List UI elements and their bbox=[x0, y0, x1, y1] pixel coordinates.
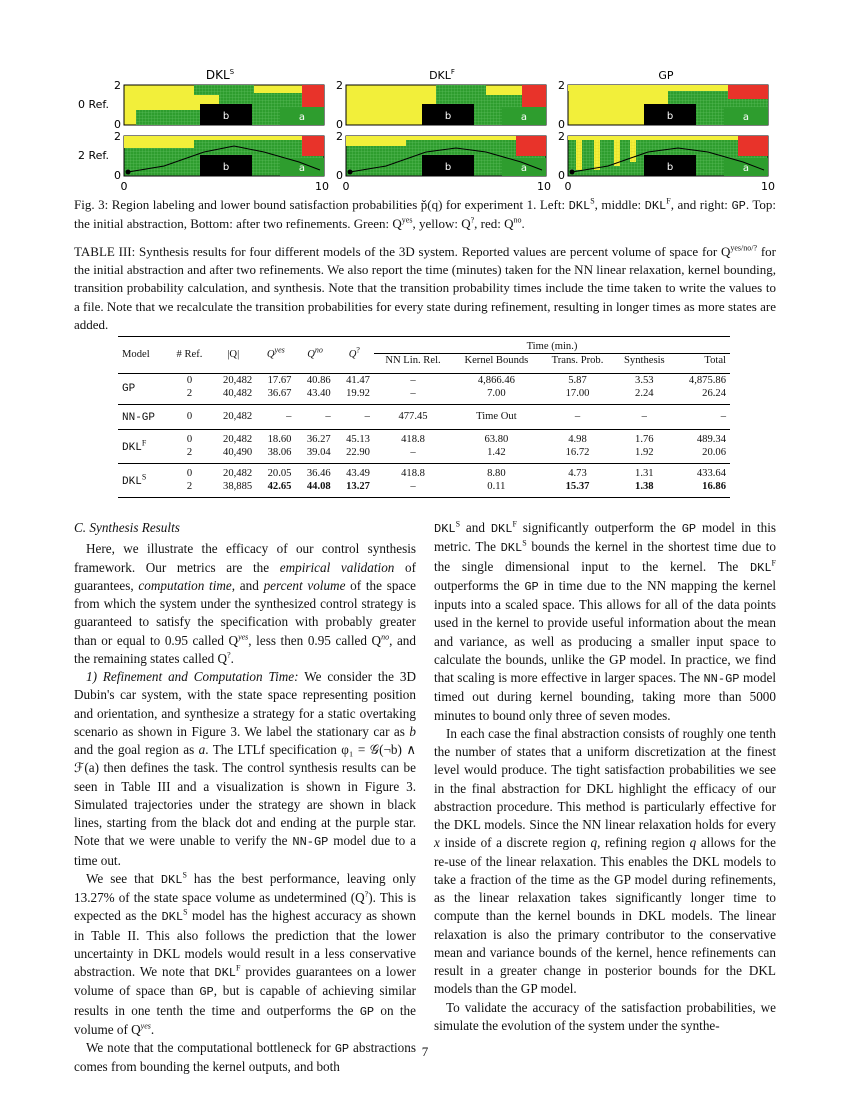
table-cell: 2.24 bbox=[635, 388, 654, 399]
table-row bbox=[118, 408, 730, 425]
table-body bbox=[118, 374, 730, 498]
table-cell: – bbox=[286, 411, 292, 422]
header-cell: $Q^{yes}$ bbox=[266, 344, 285, 360]
region-b-label: b bbox=[444, 111, 452, 122]
y-tick-top: 2 bbox=[114, 79, 121, 92]
y-tick-top: 2 bbox=[336, 130, 343, 143]
table-cell: 38,885 bbox=[223, 481, 253, 492]
table-cell: 2 bbox=[186, 447, 193, 458]
row-label-0-ref: 0 Ref. bbox=[78, 98, 109, 111]
table-cell: 40,490 bbox=[223, 447, 253, 458]
table-cell: 22.90 bbox=[346, 447, 370, 458]
y-tick-top: 2 bbox=[336, 79, 343, 92]
table-cell: 2 bbox=[186, 481, 193, 492]
table-cell: 20,482 bbox=[223, 468, 253, 479]
table-cell: 41.47 bbox=[346, 375, 370, 386]
figure-3 bbox=[70, 60, 790, 195]
region-a-label: a bbox=[298, 112, 306, 123]
table-row bbox=[118, 387, 730, 400]
x-tick-right: 10 bbox=[315, 180, 329, 193]
y-tick-bottom: 0 bbox=[558, 118, 565, 131]
table-cell: Time Out bbox=[476, 411, 517, 422]
region-b-label: b bbox=[444, 162, 452, 173]
header-group-time: Time (min.) bbox=[374, 337, 730, 354]
paragraph: We note that the computational bottleneck for GP abstractions comes from bounding the kernel outputs, and both bbox=[74, 1040, 416, 1075]
table-cell: 43.40 bbox=[306, 388, 331, 399]
table-row bbox=[118, 467, 730, 480]
table-cell: 20.06 bbox=[702, 447, 726, 458]
table-cell: – bbox=[410, 447, 416, 458]
header-cell: |Q| bbox=[227, 348, 240, 360]
region-a-label: a bbox=[520, 112, 528, 123]
x-tick-left: 0 bbox=[120, 180, 128, 193]
figure-3-svg bbox=[70, 60, 790, 195]
table-cell: 19.92 bbox=[346, 388, 370, 399]
y-tick-top: 2 bbox=[558, 79, 565, 92]
table-cell: 1.38 bbox=[635, 481, 654, 492]
right-column bbox=[434, 519, 776, 1035]
paragraph: To validate the accuracy of the satisfaction probabilities, we simulate the evolution of the system under the synthe- bbox=[434, 999, 776, 1033]
table-cell: 3.53 bbox=[635, 375, 654, 386]
table-cell: 8.80 bbox=[487, 468, 506, 479]
table-cell: 40,482 bbox=[223, 388, 253, 399]
header-cell: Kernel Bounds bbox=[464, 355, 529, 366]
table-cell: – bbox=[325, 411, 331, 422]
y-tick-bottom: 0 bbox=[558, 169, 565, 182]
paragraph: We see that $DKL^S$ has the best performance, leaving only 13.27% of the state space volume as undetermined (Q?). This is expected as the $DKL^S$ model has the highest accuracy as shown in Table II. This also follows the prediction that the lower uncertainty in DKL models would result in a less conservative abstraction. We note that $DKL^F$ provides guarantees on a lower volume of space than GP, but is capable of achieving similar results in one tenth the time and outperforms the GP on the volume of $Q^{yes}$. bbox=[74, 870, 416, 1037]
table-cell: 16.86 bbox=[702, 481, 726, 492]
table-cell: 2 bbox=[186, 388, 193, 399]
table-cell: 43.49 bbox=[346, 468, 370, 479]
region-b-label: b bbox=[666, 162, 674, 173]
panel-dkl-s-top bbox=[124, 85, 324, 125]
table-row bbox=[118, 433, 730, 446]
region-a-label: a bbox=[742, 112, 750, 123]
table-cell: – bbox=[410, 481, 416, 492]
x-tick-right: 10 bbox=[537, 180, 551, 193]
model-cell: GP bbox=[122, 382, 136, 395]
header-cell: Synthesis bbox=[624, 355, 665, 366]
table-cell: 17.67 bbox=[267, 375, 292, 386]
table-row bbox=[118, 480, 730, 493]
region-a-label: a bbox=[520, 163, 528, 174]
table-cell: 0 bbox=[186, 375, 193, 386]
table-cell: 4,875.86 bbox=[688, 375, 726, 386]
panel-title-sup-1: F bbox=[450, 68, 455, 76]
table-header-group-row bbox=[118, 337, 730, 354]
header-cell: $Q^{no}$ bbox=[307, 344, 323, 360]
table-cell: 18.60 bbox=[267, 434, 292, 445]
paragraph: 1) Refinement and Computation Time: We consider the 3D Dubin's car system, with the state space representing position and orientation, and synthesize a strategy for a static overtaking scenario as shown in Figure 3. We label the stationary car as b and the goal region as a. The LTLf specification φ₁ = 𝒢(¬b) ∧ ℱ(a) then defines the task. The control synthesis results can be seen in Table III and a visualization is shown in Figure 3. Simulated trajectories under the strategy are shown in black lines, starting from the black dot and ending at the purple star. Note that we were unable to verify the NN-GP model due to a time out. bbox=[74, 669, 416, 868]
table-cell: 0.11 bbox=[487, 481, 506, 492]
panel-dkl-s-bottom bbox=[124, 136, 324, 176]
table-cell: 16.72 bbox=[565, 447, 590, 458]
table-cell: 4.98 bbox=[568, 434, 587, 445]
table-caption: TABLE III: Synthesis results for four different models of the 3D system. Reported values are percent volume of space for $Q^{yes/no/?}$ for the initial abstraction and after two refinements. We also report the time (minutes) taken for the NN linear relaxation, kernel bounding, transition probability calculation, and synthesis. Note that the transition probability times include the time taken to write the values to a file. Note that we recalculate the transition probabilities for every state during refinement, resulting in longer times as more states are added. bbox=[74, 243, 776, 332]
model-cell: $DKL^S$ bbox=[122, 471, 147, 488]
table-cell: 0 bbox=[186, 411, 193, 422]
results-table bbox=[118, 336, 730, 498]
section-heading: C. Synthesis Results bbox=[74, 520, 180, 535]
table-cell: – bbox=[410, 388, 416, 399]
left-column bbox=[74, 519, 416, 1077]
table-cell: 4.73 bbox=[568, 468, 587, 479]
table-cell: 0 bbox=[186, 434, 193, 445]
table-cell: 15.37 bbox=[565, 481, 590, 492]
region-a-label: a bbox=[742, 163, 750, 174]
panel-title-sup-0: S bbox=[229, 68, 235, 76]
table-cell: 433.64 bbox=[696, 468, 726, 479]
table-row bbox=[118, 374, 730, 388]
table-cell: 1.92 bbox=[635, 447, 654, 458]
panel-dkl-f-bottom bbox=[346, 136, 546, 176]
x-tick-left: 0 bbox=[342, 180, 350, 193]
header-cell: # Ref. bbox=[176, 348, 203, 360]
table-cell: 0 bbox=[186, 468, 193, 479]
region-b-label: b bbox=[666, 111, 674, 122]
table-cell: 36.46 bbox=[306, 468, 331, 479]
table-cell: 44.08 bbox=[306, 481, 331, 492]
table-cell: – bbox=[641, 411, 647, 422]
table-row bbox=[118, 446, 730, 459]
panel-title-1: DKL bbox=[429, 69, 451, 82]
panel-title-0: DKL bbox=[205, 68, 230, 82]
x-tick-right: 10 bbox=[761, 180, 775, 193]
table-cell: 40.86 bbox=[306, 375, 331, 386]
panel-gp-bottom bbox=[568, 136, 768, 176]
table-cell: – bbox=[364, 411, 370, 422]
x-tick-left: 0 bbox=[564, 180, 572, 193]
y-tick-bottom: 0 bbox=[114, 169, 121, 182]
paragraph: $DKL^S$ and $DKL^F$ significantly outperform the GP model in this metric. The $DKL^S$ bounds the kernel in the shortest time due to the single dimensional input to the kernel. The $DKL^F$ outperforms the GP in time due to the NN mapping the kernel inputs into a scaled space. This allows for all of the data points used in the kernel to provide useful information about the mean and variance, as well as producing a smaller input space to calculate the bounds, unlike the GP model. In practice, we find that scaling is more effective in larger spaces. The NN-GP model timed out during kernel bounding, taking more than 5000 minutes to bound only three of seven modes. bbox=[434, 519, 776, 723]
region-b-label: b bbox=[222, 162, 230, 173]
panel-dkl-f-top bbox=[346, 85, 546, 125]
panel-gp-top bbox=[568, 85, 768, 125]
table-cell: 20,482 bbox=[223, 411, 253, 422]
table-cell: 418.8 bbox=[401, 468, 425, 479]
y-tick-top: 2 bbox=[114, 130, 121, 143]
header-cell: Total bbox=[704, 355, 726, 366]
header-cell: Model bbox=[122, 348, 150, 360]
table-cell: – bbox=[574, 411, 581, 422]
panel-title-dkl-s bbox=[206, 68, 235, 82]
table-cell: 1.76 bbox=[635, 434, 654, 445]
table-cell: 39.04 bbox=[306, 447, 331, 458]
y-tick-top: 2 bbox=[558, 130, 565, 143]
table-cell: 36.27 bbox=[306, 434, 331, 445]
table-cell: – bbox=[410, 375, 416, 386]
y-tick-bottom: 0 bbox=[336, 169, 343, 182]
table-cell: 20,482 bbox=[223, 434, 253, 445]
paragraph: In each case the final abstraction consists of roughly one tenth the number of states that a uniform discretization at the finest level would produce. The tight satisfaction probabilities we see in the final abstraction for DKL highlight the efficacy of our abstraction procedure. This method is particularly effective for the DKL models. Since the NN linear relaxation holds for every x inside of a discrete region q, refining region q allows for the re-use of the linear relaxation. This enables the DKL models to take a fraction of the time as the GP model during refinements, as the linear relaxation takes significantly longer time to compute than the kernel bounds in DKL models. The linear relaxation is also the primary contributor to the conservative mean and variance bounds of the kernel, hence refinements can result in a greater change in posterior bounds for the DKL models than the GP model. bbox=[434, 725, 776, 997]
table-cell: 4,866.46 bbox=[477, 375, 515, 386]
page-number: 7 bbox=[421, 1044, 429, 1059]
table-cell: 1.31 bbox=[635, 468, 654, 479]
table-cell: 26.24 bbox=[702, 388, 726, 399]
region-b-label: b bbox=[222, 111, 230, 122]
table-cell: 38.06 bbox=[267, 447, 292, 458]
table-cell: 17.00 bbox=[565, 388, 590, 399]
header-cell: NN Lin. Rel. bbox=[385, 355, 441, 366]
table-cell: 20,482 bbox=[223, 375, 253, 386]
table-cell: 63.80 bbox=[484, 434, 509, 445]
table-cell: – bbox=[720, 411, 726, 422]
table-cell: 45.13 bbox=[346, 434, 370, 445]
table-cell: 36.67 bbox=[267, 388, 292, 399]
row-label-2-ref: 2 Ref. bbox=[78, 149, 109, 162]
table-cell: 13.27 bbox=[346, 481, 370, 492]
table-cell: 42.65 bbox=[267, 481, 292, 492]
table-cell: 418.8 bbox=[401, 434, 425, 445]
panel-title-gp: GP bbox=[658, 69, 674, 82]
region-a-label: a bbox=[298, 163, 306, 174]
header-cell: Trans. Prob. bbox=[551, 355, 604, 366]
table-cell: 7.00 bbox=[487, 388, 506, 399]
model-cell: $DKL^F$ bbox=[122, 437, 147, 454]
table-cell: 5.87 bbox=[568, 375, 587, 386]
paragraph: Here, we illustrate the efficacy of our control synthesis framework. Our metrics are the empirical validation of guarantees, computation time, and percent volume of the space from which the system under the synthesized control strategy is guaranteed to satisfy the specification with probably greater than or equal to 0.95 called $Q^{yes}$, less then 0.95 called $Q^{no}$, and the remaining states called Q?. bbox=[74, 541, 417, 666]
figure-caption: Fig. 3: Region labeling and lower bound satisfaction probabilities p̌(q) for experiment 1. Left: $DKL^S$, middle: $DKL^F$, and right: GP. Top: the initial abstraction, Bottom: after two refinements. Green: $Q^{yes}$, yellow: Q?, red: $Q^{no}$. bbox=[74, 196, 777, 232]
table-cell: 20.05 bbox=[267, 468, 292, 479]
header-cell: Q? bbox=[348, 344, 360, 360]
table-cell: 477.45 bbox=[398, 411, 428, 422]
y-tick-bottom: 0 bbox=[114, 118, 121, 131]
model-cell: NN-GP bbox=[122, 412, 156, 424]
x-ticks bbox=[121, 180, 776, 193]
table-cell: 1.42 bbox=[487, 447, 506, 458]
table-cell: 489.34 bbox=[696, 434, 726, 445]
panel-title-dkl-f bbox=[429, 68, 455, 82]
y-tick-bottom: 0 bbox=[336, 118, 343, 131]
